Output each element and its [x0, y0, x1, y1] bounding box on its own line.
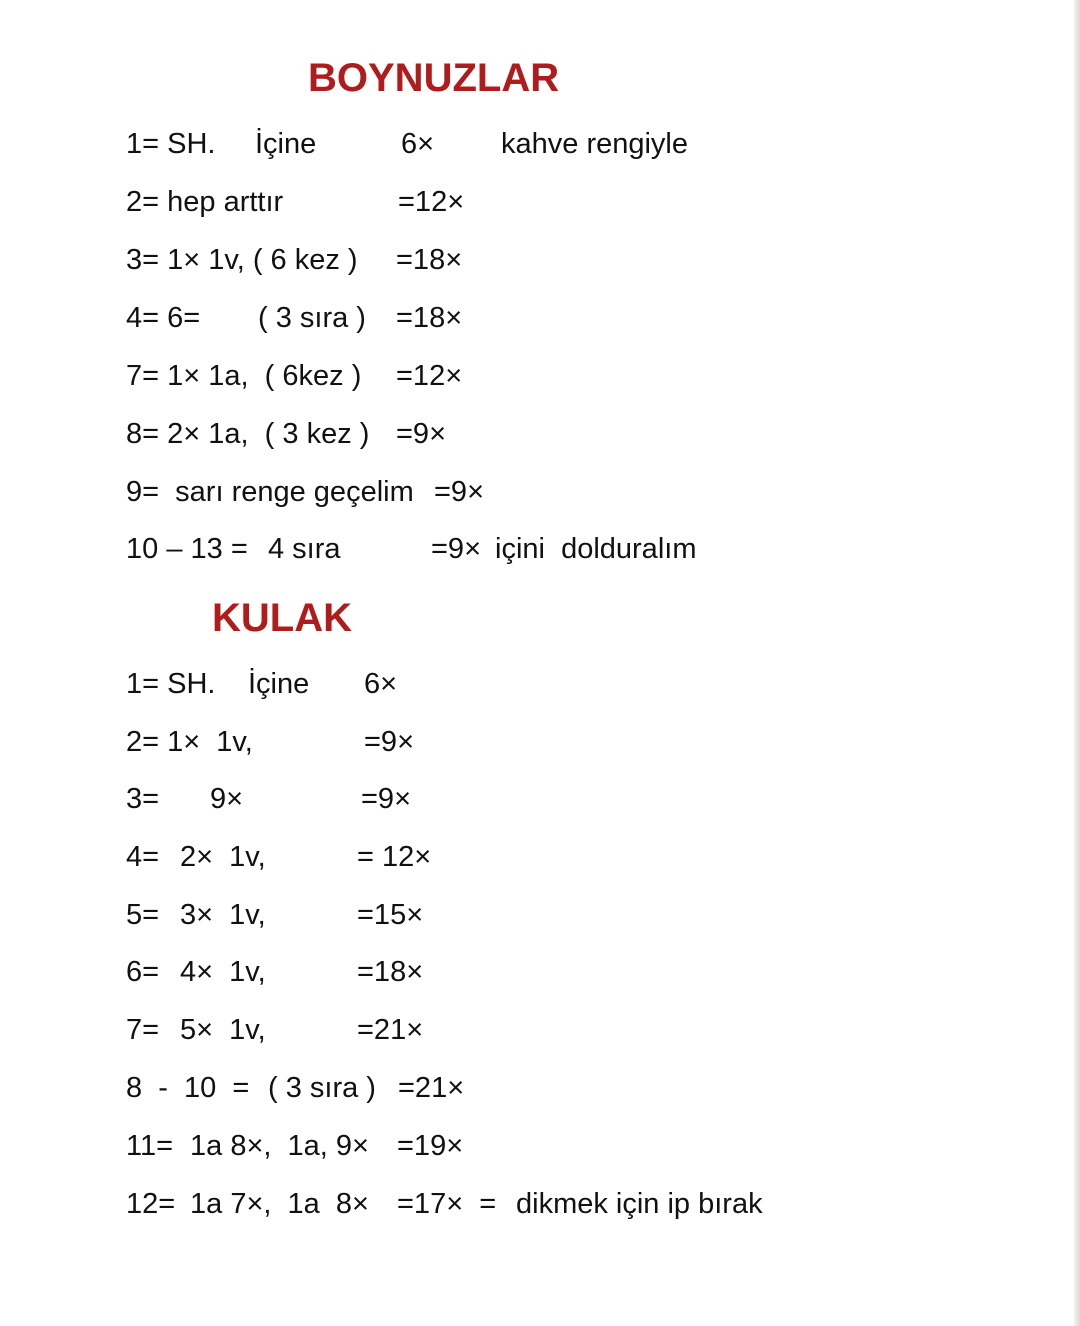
- pattern-row: [0, 298, 1000, 338]
- row-instruction: 1a 7×, 1a 8×: [190, 1188, 369, 1220]
- row-instruction: 5× 1v,: [180, 1014, 266, 1046]
- row-stitch-count: =9×: [431, 533, 481, 565]
- row-stitch-count: = 12×: [357, 841, 432, 873]
- row-stitch-count: =9×: [396, 418, 446, 450]
- row-stitch-count: =9×: [434, 476, 484, 508]
- row-instruction: 4 sıra: [268, 533, 341, 565]
- row-label: 1= SH.: [126, 128, 216, 160]
- row-label: 12=: [126, 1188, 176, 1220]
- row-instruction: 9×: [210, 783, 244, 815]
- pattern-row: [0, 182, 1000, 222]
- row-label: 1= SH.: [126, 668, 216, 700]
- row-stitch-count: =15×: [357, 899, 424, 931]
- row-label: 8= 2× 1a, ( 3 kez ): [126, 418, 370, 450]
- row-stitch-count: =21×: [398, 1072, 465, 1104]
- row-label: 11=: [126, 1130, 174, 1162]
- row-stitch-count: =12×: [396, 360, 463, 392]
- row-stitch-count: =21×: [357, 1014, 424, 1046]
- pattern-row: [0, 240, 1000, 280]
- row-stitch-count: =18×: [396, 244, 463, 276]
- row-stitch-count: =17× =: [397, 1188, 497, 1220]
- row-instruction: 2× 1v,: [180, 841, 266, 873]
- row-instruction: 4× 1v,: [180, 956, 266, 988]
- pattern-row: [0, 124, 1000, 164]
- pattern-row: [0, 837, 1000, 877]
- pattern-row: [0, 664, 1000, 704]
- row-label: 2= 1× 1v,: [126, 726, 253, 758]
- pattern-row: [0, 1010, 1000, 1050]
- pattern-row: [0, 722, 1000, 762]
- pattern-row: [0, 529, 1000, 569]
- row-label: 9= sarı renge geçelim: [126, 476, 414, 508]
- pattern-row: [0, 356, 1000, 396]
- row-label: 8 - 10 =: [126, 1072, 250, 1104]
- pattern-row: [0, 779, 1000, 819]
- row-stitch-count: =18×: [396, 302, 463, 334]
- row-label: 3= 1× 1v, ( 6 kez ): [126, 244, 358, 276]
- row-stitch-count: 6×: [364, 668, 398, 700]
- row-label: 7=: [126, 1014, 160, 1046]
- row-instruction: İçine: [248, 668, 310, 700]
- row-note: içini dolduralım: [495, 533, 697, 565]
- pattern-row: [0, 414, 1000, 454]
- row-note: dikmek için ip bırak: [516, 1188, 763, 1220]
- row-instruction: 3× 1v,: [180, 899, 266, 931]
- row-instruction: 1a 8×, 1a, 9×: [190, 1130, 369, 1162]
- pattern-row: [0, 1184, 1000, 1224]
- row-label: 6=: [126, 956, 160, 988]
- pattern-row: [0, 1126, 1000, 1166]
- row-label: 2= hep arttır: [126, 186, 284, 218]
- row-note: kahve rengiyle: [501, 128, 688, 160]
- row-stitch-count: =19×: [397, 1130, 464, 1162]
- pattern-row: [0, 952, 1000, 992]
- row-label: 4= 6=: [126, 302, 201, 334]
- row-stitch-count: =18×: [357, 956, 424, 988]
- row-instruction: İçine: [255, 128, 317, 160]
- row-label: 4=: [126, 841, 160, 873]
- pattern-row: [0, 1068, 1000, 1108]
- row-stitch-count: =12×: [398, 186, 465, 218]
- row-stitch-count: =9×: [364, 726, 414, 758]
- row-label: 3=: [126, 783, 160, 815]
- section-title-boynuzlar: BOYNUZLAR: [308, 56, 560, 100]
- pattern-row: [0, 472, 1000, 512]
- row-label: 7= 1× 1a, ( 6kez ): [126, 360, 362, 392]
- pattern-row: [0, 895, 1000, 935]
- row-label: 10 – 13 =: [126, 533, 248, 565]
- row-stitch-count: 6×: [401, 128, 435, 160]
- row-instruction: ( 3 sıra ): [268, 1072, 376, 1104]
- row-instruction: ( 3 sıra ): [258, 302, 366, 334]
- row-stitch-count: =9×: [361, 783, 411, 815]
- page-edge-shadow: [1074, 0, 1080, 1326]
- section-title-kulak: KULAK: [212, 596, 352, 640]
- row-label: 5=: [126, 899, 160, 931]
